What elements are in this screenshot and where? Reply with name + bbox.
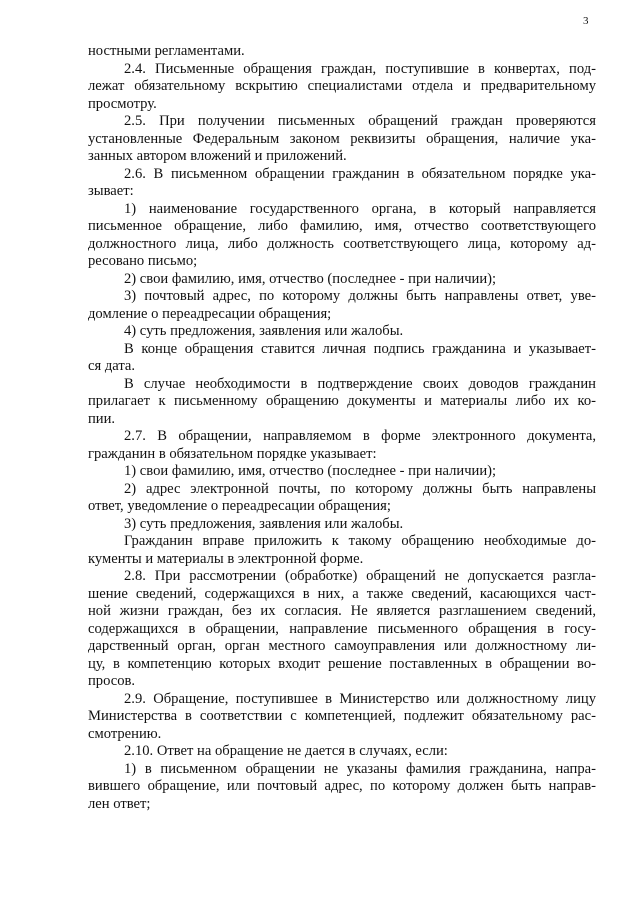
paragraph — [88, 201, 596, 271]
text-line: зывает: — [88, 183, 134, 199]
text-line: кументы и материалы в электронной форме. — [88, 550, 364, 567]
text-line: 2.7. В обращении, направляемом в форме электронного документа, — [124, 428, 596, 444]
paragraph — [88, 463, 596, 481]
text-line: пии. — [88, 410, 116, 427]
text-line: вившего обращение, или почтовый адрес, по которому должен быть направ- — [88, 778, 596, 794]
text-line: дарственный орган, орган местного самоуправления или должностному ли- — [88, 638, 596, 654]
text-line: ресовано письмо; — [88, 253, 198, 269]
paragraph — [88, 376, 596, 429]
text-line: установленные Федеральным законом реквизиты обращения, наличие ука- — [88, 130, 596, 147]
text-line: 3) суть предложения, заявления или жалобы. — [124, 515, 404, 532]
text-line: занных автором вложений и приложений. — [88, 148, 347, 164]
text-line: лежат обязательному вскрытию специалистами отдела и предварительному — [88, 78, 596, 94]
text-line: 2) свои фамилию, имя, отчество (последнее - при наличии); — [124, 270, 497, 287]
page-number: 3 — [583, 15, 589, 27]
paragraph — [88, 113, 596, 166]
text-line: 2) адрес электронной почты, по которому должны быть направлены — [124, 480, 596, 497]
paragraph — [88, 271, 596, 289]
text-line: В случае необходимости в подтверждение своих доводов гражданин — [124, 375, 596, 392]
paragraph — [88, 691, 596, 744]
paragraph — [88, 761, 596, 814]
text-line: Министерства в соответствии с компетенцией, подлежит обязательному рас- — [88, 708, 596, 724]
text-line: лен ответ; — [88, 795, 151, 812]
paragraph — [88, 481, 596, 516]
text-line: ответ, уведомление о переадресации обращения; — [88, 498, 391, 514]
text-line: 1) наименование государственного органа, в который направляется — [124, 200, 596, 217]
text-line: ся дата. — [88, 358, 136, 374]
text-line: содержащихся в обращении, направление письменного обращения в госу- — [88, 620, 596, 637]
text-line: 2.10. Ответ на обращение не дается в случаях, если: — [124, 743, 448, 759]
text-line: письменное обращение, либо фамилию, имя, отчество соответствующего — [88, 218, 596, 234]
text-line: 4) суть предложения, заявления или жалобы. — [124, 323, 404, 339]
text-line: 2.5. При получении письменных обращений граждан проверяются — [124, 113, 596, 129]
paragraph — [88, 341, 596, 376]
text-line: просмотру. — [88, 95, 157, 112]
paragraph — [88, 743, 596, 761]
paragraph — [88, 323, 596, 341]
text-line: 3) почтовый адрес, по которому должны быть направлены ответ, уве- — [124, 288, 596, 304]
text-line: 2.4. Письменные обращения граждан, поступившие в конвертах, под- — [124, 60, 596, 77]
text-line: Гражданин вправе приложить к такому обращению необходимые до- — [124, 533, 596, 549]
paragraph — [88, 568, 596, 691]
text-line: ностными регламентами. — [88, 43, 245, 59]
paragraph — [88, 43, 596, 61]
text-line: смотрению. — [88, 725, 162, 742]
document-body — [88, 43, 596, 813]
paragraph — [88, 516, 596, 534]
text-line: 1) в письменном обращении не указаны фамилия гражданина, напра- — [124, 760, 596, 777]
paragraph — [88, 166, 596, 201]
text-line: 2.8. При рассмотрении (обработке) обращений не допускается разгла- — [124, 568, 596, 584]
text-line: цу, в компетенцию которых входит решение поставленных в обращении во- — [88, 655, 596, 672]
paragraph — [88, 428, 596, 463]
text-line: должностного лица, либо должность соответствующего лица, которому ад- — [88, 235, 596, 252]
paragraph — [88, 288, 596, 323]
text-line: 1) свои фамилию, имя, отчество (последнее - при наличии); — [124, 463, 497, 479]
text-line: В конце обращения ставится личная подпись гражданина и указывает- — [124, 340, 596, 357]
paragraph — [88, 533, 596, 568]
paragraph — [88, 61, 596, 114]
text-line: просов. — [88, 673, 136, 689]
text-line: домление о переадресации обращения; — [88, 305, 332, 322]
text-line: прилагает к письменному обращению документы и материалы либо их ко- — [88, 393, 596, 409]
text-line: 2.6. В письменном обращении гражданин в обязательном порядке ука- — [124, 165, 596, 182]
text-line: ной жизни граждан, без их согласия. Не является разглашением сведений, — [88, 603, 596, 619]
text-line: шение сведений, содержащихся в них, а также сведений, касающихся част- — [88, 585, 596, 602]
text-line: 2.9. Обращение, поступившее в Министерство или должностному лицу — [124, 690, 596, 707]
text-line: гражданин в обязательном порядке указывает: — [88, 445, 377, 462]
